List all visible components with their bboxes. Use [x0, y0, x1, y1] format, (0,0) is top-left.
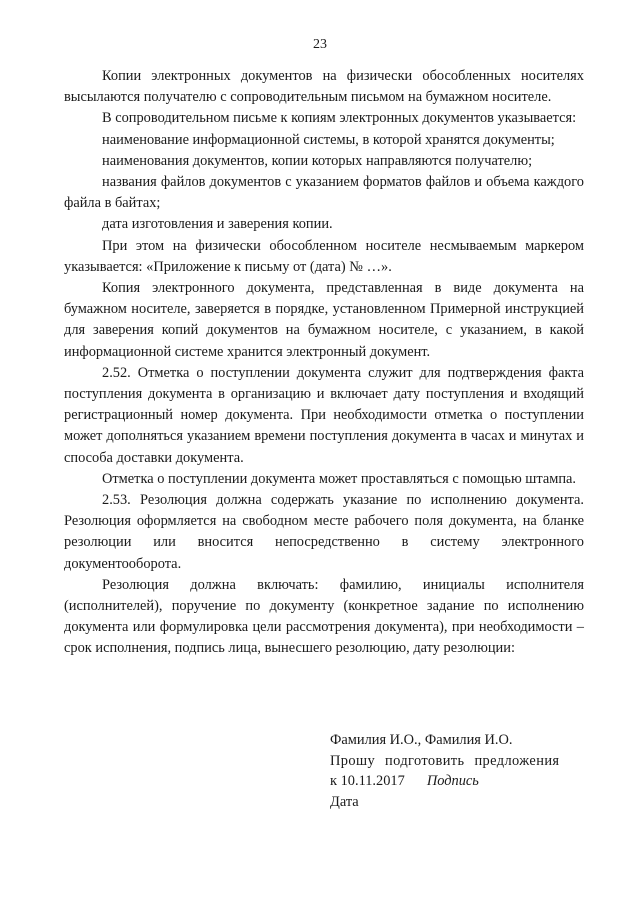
- resolution-deadline-row: [330, 771, 559, 792]
- list-item: названия файлов документов с указанием форматов файлов и объема каждого файла в байтах;: [64, 174, 584, 212]
- resolution-instruction: Прошу подготовить предложения: [330, 752, 560, 769]
- resolution-names: Фамилия И.О., Фамилия И.О.: [330, 732, 513, 748]
- section-2-53-paragraph: 2.53. Резолюция должна содержать указание по исполнению документа. Резолюция оформляется на свободном месте рабочего поля документа, на бланке резолюции или вносится непосредственно в систему электронного документооборота.: [64, 492, 584, 572]
- section-2-52-paragraph: 2.52. Отметка о поступлении документа служит для подтверждения факта поступления документа в организацию и включает дату поступления и входящий регистрационный номер документа. При необходимости отметка о поступлении может дополняться указанием времени поступления документа в часах и минутах и способа доставки документа.: [64, 364, 584, 466]
- list-item: дата изготовления и заверения копии.: [102, 216, 333, 233]
- resolution-example: [330, 730, 559, 812]
- paragraph: Копия электронного документа, представленная в виде документа на бумажном носителе, заверяется в порядке, установленном Примерной инструкцией для заверения копий документов на бумажном носителе, с указанием, в какой информационной системе хранится электронный документ.: [64, 280, 584, 360]
- page-number: 23: [313, 37, 327, 52]
- paragraph: Копии электронных документов на физически обособленных носителях высылаются получателю с сопроводительным письмом на бумажном носителе.: [64, 68, 584, 106]
- resolution-date-label: Дата: [330, 793, 359, 810]
- document-body: [64, 66, 584, 660]
- paragraph: Резолюция должна включать: фамилию, инициалы исполнителя (исполнителей), поручение по документу (конкретное задание по исполнению документа или формулировка цели рассмотрения документа), при необходимости – срок исполнения, подпись лица, вынесшего резолюцию, дату резолюции:: [64, 576, 584, 657]
- paragraph: В сопроводительном письме к копиям электронных документов указывается:: [102, 110, 577, 127]
- list-item: наименование информационной системы, в которой хранятся документы;: [102, 131, 555, 148]
- list-item: наименования документов, копии которых направляются получателю;: [102, 152, 533, 169]
- resolution-deadline: к 10.11.2017: [330, 773, 405, 789]
- paragraph: Отметка о поступлении документа может проставляться с помощью штампа.: [102, 470, 577, 487]
- paragraph: При этом на физически обособленном носителе несмываемым маркером указывается: «Приложение к письму от (дата) № …».: [64, 237, 584, 275]
- resolution-signature: Подпись: [426, 773, 479, 789]
